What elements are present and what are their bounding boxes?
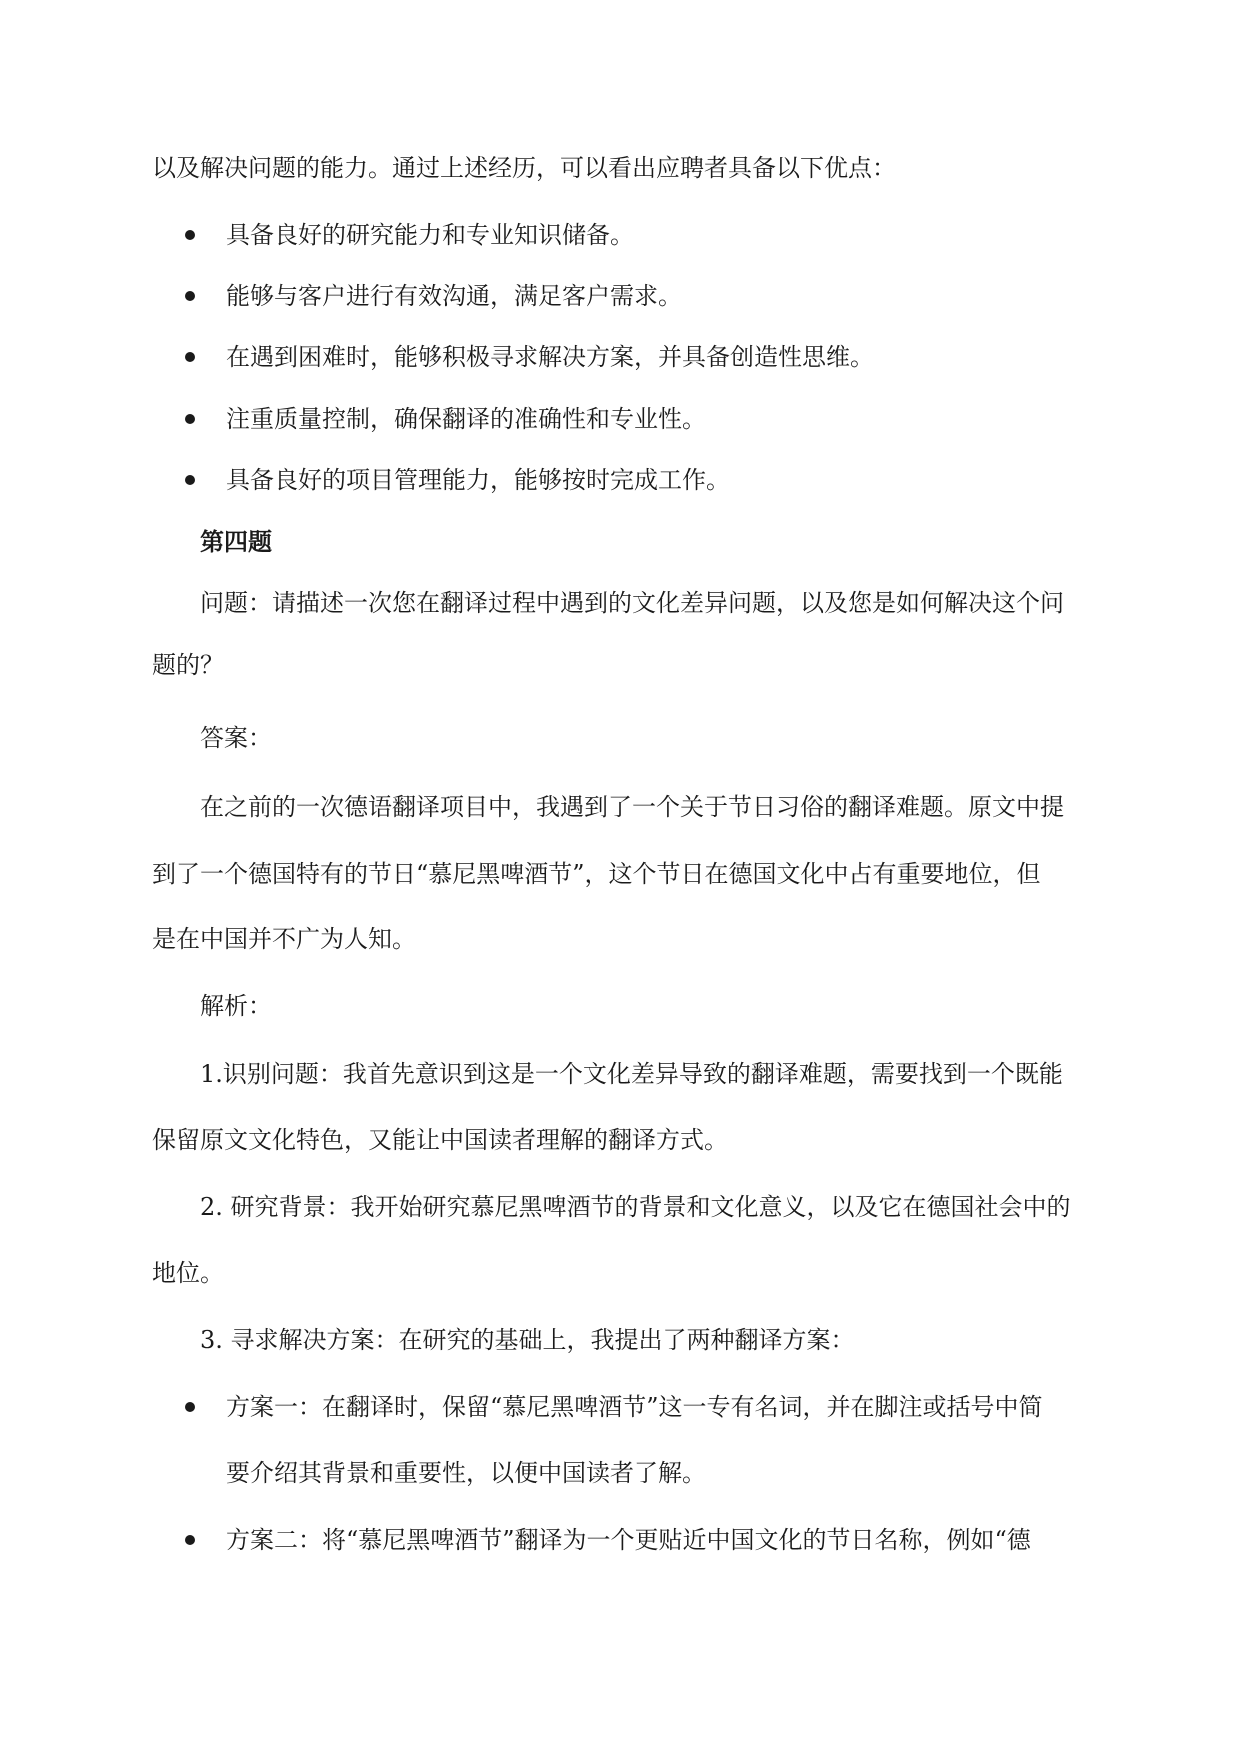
bullet-icon [185,352,195,362]
step-2-line-2: 地位。 [152,1259,224,1287]
answer-line-1: 在之前的一次德语翻译项目中，我遇到了一个关于节日习俗的翻译难题。原文中提 [200,793,1064,821]
step-1-line-1: 1.识别问题：我首先意识到这是一个文化差异导致的翻译难题，需要找到一个既能 [200,1060,1063,1088]
plan-1-line-2: 要介绍其背景和重要性，以便中国读者了解。 [226,1459,706,1487]
bullet-icon [185,1535,195,1545]
step-1-line-2: 保留原文文化特色，又能让中国读者理解的翻译方式。 [152,1126,728,1154]
section-title: 第四题 [200,527,272,556]
answer-line-3: 是在中国并不广为人知。 [152,925,416,953]
analysis-label: 解析： [200,992,272,1020]
strength-text: 在遇到困难时，能够积极寻求解决方案，并具备创造性思维。 [226,343,874,371]
plan-2-line-1: 方案二：将“慕尼黑啤酒节”翻译为一个更贴近中国文化的节日名称，例如“德 [226,1526,1031,1554]
step-2-line-1: 2. 研究背景：我开始研究慕尼黑啤酒节的背景和文化意义，以及它在德国社会中的 [200,1193,1071,1221]
strength-text: 注重质量控制，确保翻译的准确性和专业性。 [226,405,706,433]
strength-text: 能够与客户进行有效沟通，满足客户需求。 [226,282,682,310]
step-3-line-1: 3. 寻求解决方案：在研究的基础上，我提出了两种翻译方案： [200,1326,855,1354]
bullet-icon [185,414,195,424]
question-line-1: 问题：请描述一次您在翻译过程中遇到的文化差异问题，以及您是如何解决这个问 [200,589,1064,617]
bullet-icon [185,291,195,301]
plan-1-line-1: 方案一：在翻译时，保留“慕尼黑啤酒节”这一专有名词，并在脚注或括号中简 [226,1393,1043,1421]
bullet-icon [185,230,195,240]
answer-label: 答案： [200,724,272,752]
strength-text: 具备良好的项目管理能力，能够按时完成工作。 [226,466,730,494]
strength-text: 具备良好的研究能力和专业知识储备。 [226,221,634,249]
answer-line-2: 到了一个德国特有的节日“慕尼黑啤酒节”，这个节日在德国文化中占有重要地位，但 [152,860,1041,888]
question-line-2: 题的？ [152,651,224,679]
bullet-icon [185,1402,195,1412]
intro-tail-text: 以及解决问题的能力。通过上述经历，可以看出应聘者具备以下优点： [152,154,896,182]
bullet-icon [185,475,195,485]
